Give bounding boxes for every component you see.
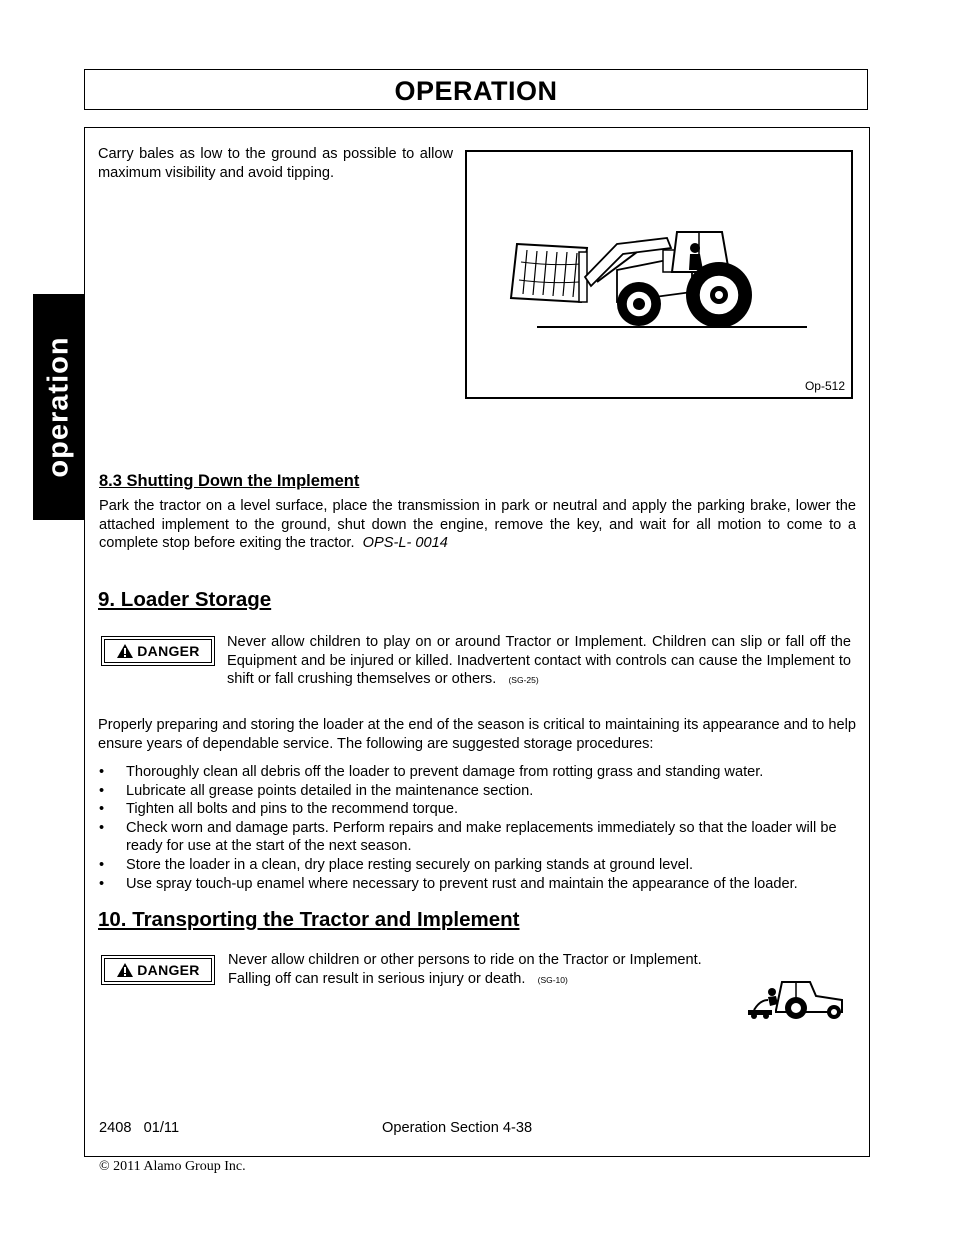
list-item: • Check worn and damage parts. Perform repairs and make replacements immediately so that the loader will be ready for use at the start of the next season. [99,819,857,856]
figure-op-512 [465,150,853,399]
page-title: OPERATION [394,76,558,106]
figure-label: Op-512 [804,379,845,393]
document-number-date: 2408 01/11 [99,1120,180,1136]
section-side-tab [33,294,84,520]
section-page-number: Operation Section 4-38 [382,1120,533,1136]
hay-bale-icon [511,244,587,302]
warning-triangle-icon [116,962,134,978]
danger-word: DANGER [137,643,200,659]
page-header [84,69,868,110]
tractor-rider-fall-hazard-icon [746,970,846,1022]
danger-label-sg-25 [101,636,215,666]
danger-label-sg-10 [101,955,215,985]
storage-intro: Properly preparing and storing the loader at the end of the season is critical to maintaining its appearance and to help ensure years of dependable service. The following are suggested storage procedures: [98,717,856,752]
danger-message-sg-10 [228,951,748,989]
warning-triangle-icon [116,643,134,659]
section-8-3-text: Park the tractor on a level surface, place the transmission in park or neutral and apply the parking brake, lower the attached implement to the ground, shut down the engine, remove the key, and wait for all motion to come to a complete stop before exiting the tractor. [99,498,856,552]
list-item: • Store the loader in a clean, dry place resting securely on parking stands at ground level. [99,856,857,875]
intro-paragraph: Carry bales as low to the ground as possible to allow maximum visibility and avoid tipping. [98,146,453,181]
section-8-3-body [99,497,856,553]
side-tab-label: operation [42,336,74,478]
section-10-heading: 10. Transporting the Tractor and Implement [98,908,520,931]
list-item: • Lubricate all grease points detailed in the maintenance section. [99,782,857,801]
section-9-heading: 9. Loader Storage [98,588,272,611]
danger-code: (SG-10) [537,974,568,985]
danger-line-2: Falling off can result in serious injury or death. [228,970,526,987]
list-item: • Thoroughly clean all debris off the loader to prevent damage from rotting grass and standing water. [99,763,857,782]
danger-line-2-wrap [228,970,748,990]
storage-procedures-list [99,763,857,893]
section-8-3-code: OPS-L- 0014 [362,535,448,552]
copyright-notice: © 2011 Alamo Group Inc. [99,1159,246,1174]
danger-text: Never allow children to play on or around Tractor or Implement. Children can slip or fall off the Equipment and be injured or killed. Inadvertent contact with controls can cause the Implement to shift or fall crushing themselves or others. [227,634,851,688]
tractor-loader-illustration [467,152,851,397]
list-item: • Tighten all bolts and pins to the recommend torque. [99,800,857,819]
section-8-3-heading: 8.3 Shutting Down the Implement [99,472,360,490]
danger-message-sg-25 [227,633,851,690]
danger-code: (SG-25) [508,675,539,686]
danger-word: DANGER [137,962,200,978]
danger-line-1: Never allow children or other persons to ride on the Tractor or Implement. [228,952,702,968]
list-item: • Use spray touch-up enamel where necessary to prevent rust and maintain the appearance of the loader. [99,875,857,894]
